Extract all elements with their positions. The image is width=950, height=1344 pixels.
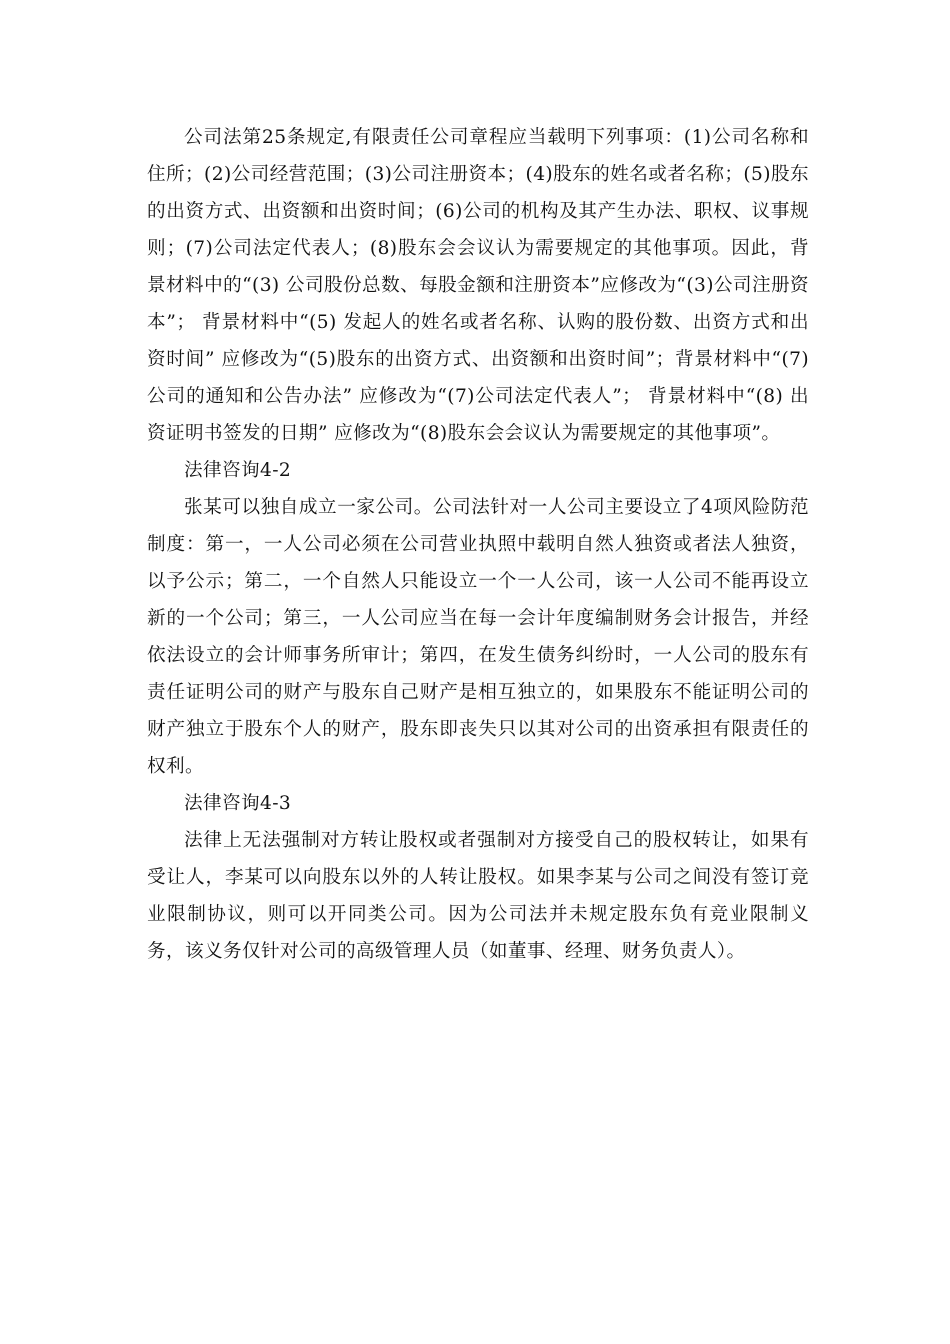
document-body — [147, 119, 809, 970]
paragraph-one-person-company: 张某可以独自成立一家公司。公司法针对一人公司主要设立了4项风险防范制度：第一，一人公司必须在公司营业执照中载明自然人独资或者法人独资，以予公示；第二，一个自然人只能设立一个一人公司，该一人公司不能再设立新的一个公司；第三，一人公司应当在每一会计年度编制财务会计报告，并经依法设立的会计师事务所审计；第四，在发生债务纠纷时，一人公司的股东有责任证明公司的财产与股东自己财产是相互独立的，如果股东不能证明公司的财产独立于股东个人的财产，股东即丧失只以其对公司的出资承担有限责任的权利。 — [147, 497, 809, 777]
heading-legal-consultation-4-3: 法律咨询4-3 — [184, 793, 292, 814]
paragraph-equity-transfer: 法律上无法强制对方转让股权或者强制对方接受自己的股权转让，如果有受让人，李某可以向股东以外的人转让股权。如果李某与公司之间没有签订竞业限制协议，则可以开同类公司。因为公司法并未规定股东负有竞业限制义务，该义务仅针对公司的高级管理人员（如董事、经理、财务负责人）。 — [147, 830, 809, 962]
heading-legal-consultation-4-2: 法律咨询4-2 — [184, 460, 292, 481]
paragraph-articles-of-association: 公司法第25条规定,有限责任公司章程应当载明下列事项：(1)公司名称和住所；(2)公司经营范围；(3)公司注册资本；(4)股东的姓名或者名称；(5)股东的出资方式、出资额和出资时间；(6)公司的机构及其产生办法、职权、议事规则；(7)公司法定代表人；(8)股东会会议认为需要规定的其他事项。因此，背景材料中的“(3) 公司股份总数、每股金额和注册资本”应修改为“(3)公司注册资本”； 背景材料中“(5) 发起人的姓名或者名称、认购的股份数、出资方式和出资时间” 应修改为“(5)股东的出资方式、出资额和出资时间”；背景材料中“(7) 公司的通知和公告办法” 应修改为“(7)公司法定代表人”； 背景材料中“(8) 出资证明书签发的日期” 应修改为“(8)股东会会议认为需要规定的其他事项”。 — [147, 127, 809, 444]
